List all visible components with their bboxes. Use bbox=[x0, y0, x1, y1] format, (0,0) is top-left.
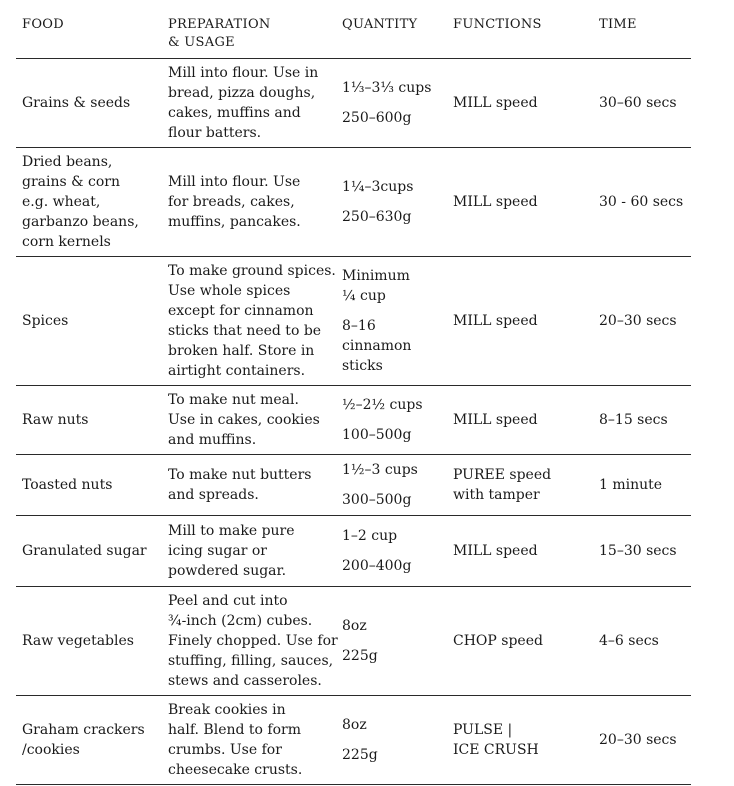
quantity-gap bbox=[342, 735, 441, 745]
food-line: e.g. wheat, bbox=[22, 194, 101, 210]
prep-line: and muffins. bbox=[168, 432, 257, 448]
prep-line: stews and casseroles. bbox=[168, 673, 322, 689]
prep-line: cheesecake crusts. bbox=[168, 762, 303, 778]
table-row bbox=[16, 455, 691, 516]
quantity-gap bbox=[342, 546, 441, 556]
table-row bbox=[16, 386, 691, 455]
qty-line: 1¼–3cups bbox=[342, 179, 414, 195]
functions-cell bbox=[447, 148, 593, 257]
prep-line: Mill into flour. Use bbox=[168, 174, 301, 190]
qty-line: 250–630g bbox=[342, 209, 412, 225]
prep-line: Mill into flour. Use in bbox=[168, 65, 319, 81]
quantity-gap bbox=[342, 306, 441, 316]
func-line: with tamper bbox=[453, 487, 540, 503]
header-row bbox=[16, 8, 691, 59]
preparation-cell bbox=[162, 587, 336, 696]
time-cell: 1 minute bbox=[593, 455, 691, 516]
prep-line: Mill to make pure bbox=[168, 523, 295, 539]
qty-line: 250–600g bbox=[342, 110, 412, 126]
func-line: MILL speed bbox=[453, 194, 538, 210]
food-cell bbox=[16, 455, 162, 516]
qty-line: Minimum bbox=[342, 268, 410, 284]
table-body bbox=[16, 59, 691, 785]
header-time: TIME bbox=[599, 17, 637, 32]
quantity-gap bbox=[342, 636, 441, 646]
time-cell: 20–30 secs bbox=[593, 257, 691, 386]
func-line: MILL speed bbox=[453, 543, 538, 559]
prep-line: To make nut meal. bbox=[168, 392, 299, 408]
qty-line: cinnamon bbox=[342, 338, 412, 354]
prep-line: muffins, pancakes. bbox=[168, 214, 301, 230]
functions-cell bbox=[447, 455, 593, 516]
quantity-gap bbox=[342, 98, 441, 108]
prep-line: for breads, cakes, bbox=[168, 194, 295, 210]
table-row bbox=[16, 148, 691, 257]
food-cell bbox=[16, 386, 162, 455]
prep-line: half. Blend to form bbox=[168, 722, 301, 738]
quantity-cell bbox=[336, 696, 447, 785]
food-cell bbox=[16, 257, 162, 386]
food-line: Raw nuts bbox=[22, 412, 89, 428]
functions-cell bbox=[447, 386, 593, 455]
prep-line: Break cookies in bbox=[168, 702, 286, 718]
prep-line: To make ground spices. bbox=[168, 263, 336, 279]
qty-line: 8–16 bbox=[342, 318, 376, 334]
prep-line: bread, pizza doughs, bbox=[168, 85, 316, 101]
qty-line: 300–500g bbox=[342, 492, 412, 508]
qty-line: 8oz bbox=[342, 618, 367, 634]
func-line: PULSE | bbox=[453, 722, 513, 738]
qty-line: sticks bbox=[342, 358, 383, 374]
food-line: Raw vegetables bbox=[22, 633, 134, 649]
preparation-cell bbox=[162, 59, 336, 148]
qty-line: 200–400g bbox=[342, 558, 412, 574]
preparation-cell bbox=[162, 455, 336, 516]
quantity-cell bbox=[336, 587, 447, 696]
header-quantity: QUANTITY bbox=[342, 17, 418, 32]
table-row bbox=[16, 257, 691, 386]
qty-line: 1⅓–3⅓ cups bbox=[342, 80, 432, 96]
table-row bbox=[16, 587, 691, 696]
food-cell bbox=[16, 587, 162, 696]
time-cell: 15–30 secs bbox=[593, 516, 691, 587]
prep-line: powdered sugar. bbox=[168, 563, 287, 579]
qty-line: 1–2 cup bbox=[342, 528, 398, 544]
preparation-cell bbox=[162, 516, 336, 587]
preparation-cell bbox=[162, 257, 336, 386]
functions-cell bbox=[447, 587, 593, 696]
prep-line: cakes, muffins and bbox=[168, 105, 301, 121]
func-line: PUREE speed bbox=[453, 467, 552, 483]
preparation-cell bbox=[162, 148, 336, 257]
func-line: CHOP speed bbox=[453, 633, 543, 649]
qty-line: ¼ cup bbox=[342, 288, 386, 304]
food-line: Grains & seeds bbox=[22, 95, 131, 111]
time-cell: 20–30 secs bbox=[593, 696, 691, 785]
time-cell: 30 - 60 secs bbox=[593, 148, 691, 257]
food-cell bbox=[16, 59, 162, 148]
quantity-cell bbox=[336, 455, 447, 516]
prep-line: Use whole spices bbox=[168, 283, 291, 299]
quantity-gap bbox=[342, 480, 441, 490]
header-food: FOOD bbox=[22, 17, 64, 32]
food-cell bbox=[16, 696, 162, 785]
qty-line: ½–2½ cups bbox=[342, 397, 423, 413]
functions-cell bbox=[447, 59, 593, 148]
prep-line: except for cinnamon bbox=[168, 303, 314, 319]
qty-line: 225g bbox=[342, 747, 378, 763]
quantity-cell bbox=[336, 257, 447, 386]
table-row bbox=[16, 696, 691, 785]
func-line: MILL speed bbox=[453, 313, 538, 329]
prep-line: and spreads. bbox=[168, 487, 259, 503]
prep-line: icing sugar or bbox=[168, 543, 267, 559]
functions-cell bbox=[447, 696, 593, 785]
prep-line: Use in cakes, cookies bbox=[168, 412, 320, 428]
qty-line: 100–500g bbox=[342, 427, 412, 443]
food-line: corn kernels bbox=[22, 234, 111, 250]
prep-line: To make nut butters bbox=[168, 467, 312, 483]
header-preparation-line1: PREPARATION bbox=[168, 17, 271, 32]
food-line: grains & corn bbox=[22, 174, 121, 190]
food-cell bbox=[16, 148, 162, 257]
food-line: garbanzo beans, bbox=[22, 214, 139, 230]
qty-line: 8oz bbox=[342, 717, 367, 733]
qty-line: 225g bbox=[342, 648, 378, 664]
time-cell: 30–60 secs bbox=[593, 59, 691, 148]
food-line: Toasted nuts bbox=[22, 477, 113, 493]
prep-line: airtight containers. bbox=[168, 363, 306, 379]
prep-line: Finely chopped. Use for bbox=[168, 633, 338, 649]
prep-line: crumbs. Use for bbox=[168, 742, 282, 758]
functions-cell bbox=[447, 516, 593, 587]
food-line: Granulated sugar bbox=[22, 543, 147, 559]
qty-line: 1½–3 cups bbox=[342, 462, 418, 478]
header-functions: FUNCTIONS bbox=[453, 17, 542, 32]
prep-line: Peel and cut into bbox=[168, 593, 288, 609]
food-cell bbox=[16, 516, 162, 587]
prep-line: stuffing, filling, sauces, bbox=[168, 653, 334, 669]
preparation-cell bbox=[162, 696, 336, 785]
food-line: /cookies bbox=[22, 742, 80, 758]
quantity-cell bbox=[336, 386, 447, 455]
quantity-cell bbox=[336, 516, 447, 587]
quantity-gap bbox=[342, 415, 441, 425]
time-cell: 8–15 secs bbox=[593, 386, 691, 455]
header-preparation-line2: & USAGE bbox=[168, 35, 235, 50]
header-preparation bbox=[162, 8, 336, 59]
preparation-cell bbox=[162, 386, 336, 455]
prep-line: flour batters. bbox=[168, 125, 262, 141]
food-line: Spices bbox=[22, 313, 69, 329]
food-line: Graham crackers bbox=[22, 722, 145, 738]
functions-cell bbox=[447, 257, 593, 386]
time-cell: 4–6 secs bbox=[593, 587, 691, 696]
food-line: Dried beans, bbox=[22, 154, 113, 170]
table-row bbox=[16, 516, 691, 587]
func-line: ICE CRUSH bbox=[453, 742, 539, 758]
func-line: MILL speed bbox=[453, 95, 538, 111]
quantity-cell bbox=[336, 148, 447, 257]
prep-line: broken half. Store in bbox=[168, 343, 315, 359]
prep-line: sticks that need to be bbox=[168, 323, 322, 339]
quantity-cell bbox=[336, 59, 447, 148]
food-processing-table bbox=[16, 8, 691, 785]
table-row bbox=[16, 59, 691, 148]
quantity-gap bbox=[342, 197, 441, 207]
prep-line: ¾-inch (2cm) cubes. bbox=[168, 613, 313, 629]
func-line: MILL speed bbox=[453, 412, 538, 428]
